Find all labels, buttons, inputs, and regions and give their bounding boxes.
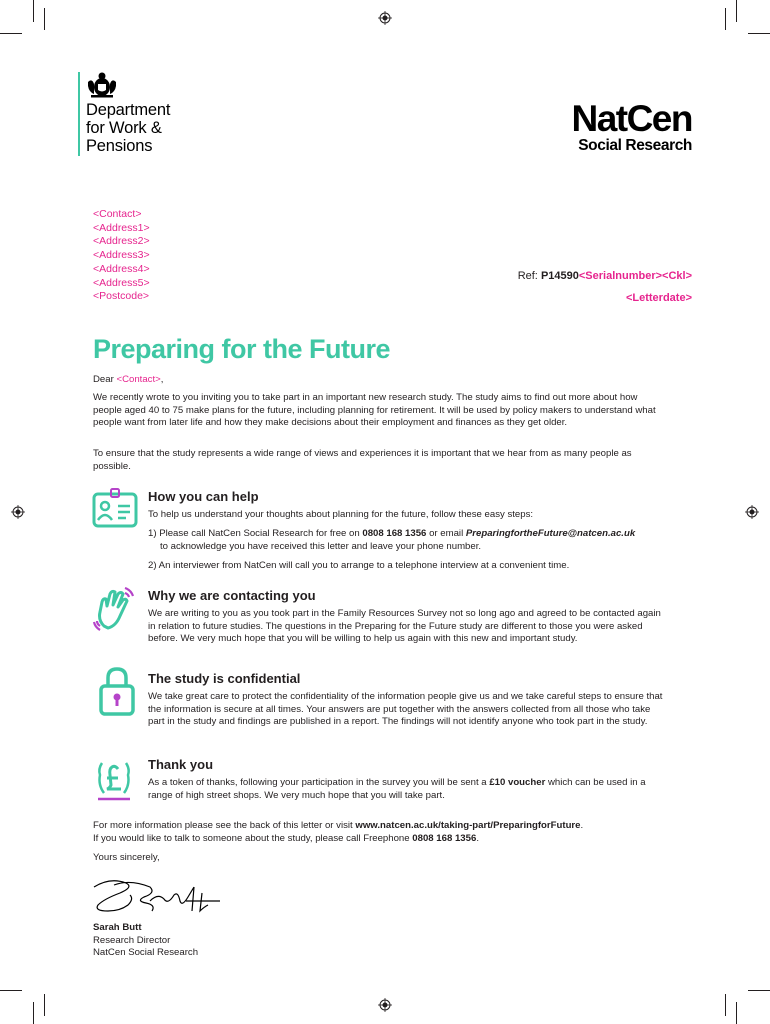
help-step-1-or: or email [429, 528, 464, 539]
more-info [93, 820, 693, 845]
freephone-text: If you would like to talk to someone about the study, please call Freephone [93, 832, 410, 844]
section-title-thanks: Thank you [148, 757, 214, 772]
help-step-2: 2) An interviewer from NatCen will call you to arrange to a telephone interview at a convenient time. [148, 560, 570, 571]
padlock-icon [99, 666, 135, 716]
reference-block [518, 265, 692, 309]
address-block [93, 208, 150, 304]
why-text: We are writing to you as you took part in the Family Resources Survey not so long ago and agreed to be contacted again in relation to future studies. The questions in the Preparing for the Future study are different to those you were asked before. We very much hope that you will be willing to help us again with this new and important study. [148, 608, 661, 645]
signer-role: Research Director [93, 934, 171, 946]
salutation-contact: <Contact> [116, 374, 161, 385]
help-email: PreparingfortheFuture@natcen.ac.uk [465, 528, 636, 539]
section-title-help: How you can help [148, 489, 259, 504]
section-title-why: Why we are contacting you [148, 588, 316, 603]
id-card-icon [92, 488, 138, 528]
registration-mark-icon [378, 998, 392, 1012]
thanks-text-a: As a token of thanks, following your participation in the survey you will be sent a [148, 777, 487, 788]
dwp-logo-bar [78, 72, 80, 156]
reference-line [518, 265, 692, 287]
thanks-text [148, 777, 658, 802]
natcen-name: NatCen [571, 98, 692, 139]
natcen-subtitle: Social Research [578, 137, 692, 154]
thanks-text-b: which can be used in a range of high street shops. We very much hope that you will take part. [148, 777, 646, 801]
dwp-name [86, 101, 170, 155]
intro-paragraph: To ensure that the study represents a wide range of views and experiences it is important that we hear from as many people as possible. [93, 448, 632, 472]
address-line: <Postcode> [93, 290, 150, 303]
help-phone: 0808 168 1356 [362, 528, 427, 539]
natcen-logo [571, 100, 692, 154]
salutation-comma: , [160, 374, 164, 385]
salutation-dear: Dear [93, 374, 114, 385]
help-step-1 [148, 528, 708, 553]
section-title-confidential: The study is confidential [148, 671, 301, 686]
help-step-1-text: 1) Please call NatCen Social Research for free on [148, 528, 360, 539]
pound-coin-icon [94, 755, 134, 803]
registration-mark-icon [745, 505, 759, 519]
address-line: <Address3> [93, 249, 150, 262]
letter-title: Preparing for the Future [93, 334, 391, 364]
address-line: <Contact> [93, 208, 142, 220]
address-line: <Address4> [93, 262, 150, 275]
address-line: <Address5> [93, 276, 150, 289]
more-info-period: . [580, 820, 584, 831]
more-info-url[interactable]: www.natcen.ac.uk/taking-part/PreparingforFuture [355, 820, 581, 831]
dwp-name-line: Pensions [86, 137, 153, 155]
more-info-text: For more information please see the back of this letter or visit [93, 820, 353, 831]
registration-mark-icon [11, 505, 25, 519]
sign-off: Yours sincerely, [93, 852, 160, 863]
dwp-name-line: for Work & [86, 119, 162, 137]
registration-mark-icon [378, 11, 392, 25]
signer-name: Sarah Butt [93, 922, 142, 933]
waving-hand-icon [92, 586, 136, 632]
royal-crest-icon [86, 72, 118, 98]
help-step-1-continued: to acknowledge you have received this letter and leave your phone number. [160, 540, 482, 552]
help-intro: To help us understand your thoughts about planning for the future, follow these easy steps: [148, 509, 534, 520]
signer-block [93, 922, 198, 960]
salutation [93, 374, 658, 387]
address-line: <Address2> [93, 235, 150, 248]
confidential-text: We take great care to protect the confidentiality of the information people give us and we take careful steps to ensure that the information is secure at all times. Your answers are put together with the answers collected from all those who take part in the study and findings are published in a report. The findings will not identify anyone who took part in the study. [148, 691, 663, 728]
reference-code: P14590 [540, 270, 579, 282]
handwritten-signature [90, 875, 225, 921]
reference-placeholder: <Serialnumber><Ckl> [578, 270, 692, 282]
voucher-amount: £10 voucher [489, 777, 546, 788]
dwp-name-line: Department [86, 101, 171, 119]
intro-paragraph: We recently wrote to you inviting you to take part in an important new research study. The study aims to find out more about how people aged 40 to 75 make plans for the future, including planning for retirement. It will be used by policy makers to understand what people want from later life and how they make decisions about their employment and finances as they get older. [93, 392, 656, 429]
freephone-number: 0808 168 1356 [412, 832, 477, 844]
reference-label: Ref: [517, 270, 538, 282]
signer-org: NatCen Social Research [93, 947, 199, 958]
letter-date: <Letterdate> [625, 292, 692, 304]
freephone-period: . [476, 832, 479, 844]
address-line: <Address1> [93, 221, 150, 234]
